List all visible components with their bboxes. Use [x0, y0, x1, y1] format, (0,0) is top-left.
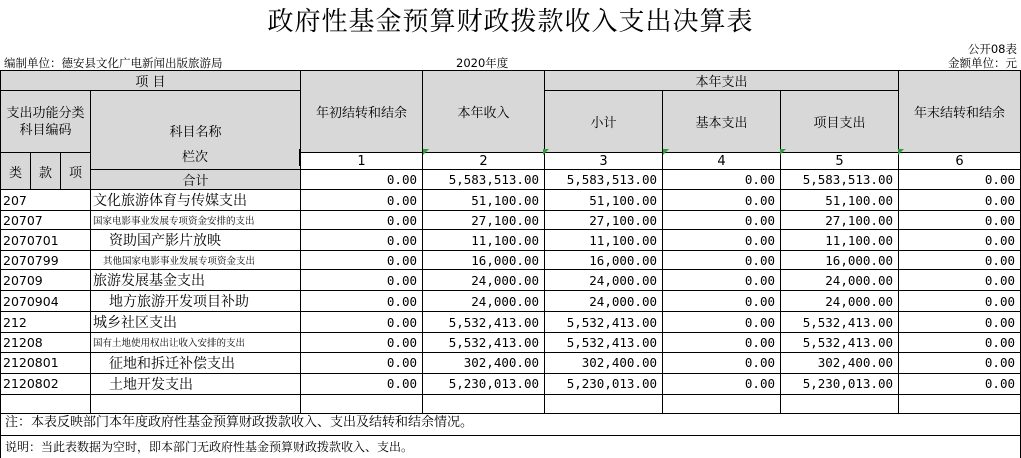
amount-cell: 302,400.00: [423, 352, 545, 373]
func-code-cell: 2120801: [1, 352, 91, 373]
subject-name-cell: 征地和拆迁补偿支出: [91, 352, 301, 373]
amount-cell: 0.00: [301, 230, 423, 251]
table-row: [1, 230, 1021, 251]
func-code-header: 支出功能分类科目编码: [1, 91, 91, 153]
amount-cell: 5,532,413.00: [423, 333, 545, 352]
amount-cell: 5,532,413.00: [781, 333, 899, 352]
table-row: [1, 312, 1021, 333]
amount-cell: 0.00: [663, 251, 781, 270]
amount-cell: 0.00: [663, 270, 781, 291]
subject-name-cell: 文化旅游体育与传媒支出: [91, 190, 301, 211]
amount-cell: 0.00: [301, 270, 423, 291]
col-num: 1: [301, 153, 423, 170]
amount-cell: 302,400.00: [781, 352, 899, 373]
table-row: [1, 291, 1021, 312]
subject-name-cell: 土地开发支出: [91, 373, 301, 394]
amount-cell: 0.00: [663, 211, 781, 230]
amount-cell: 5,230,013.00: [545, 373, 663, 394]
func-code-cell: 21208: [1, 333, 91, 352]
col-num: 6: [899, 153, 1021, 170]
amount-cell: 27,100.00: [781, 211, 899, 230]
subtotal-header: 小计: [545, 91, 663, 153]
subject-name-cell: 国有土地使用权出让收入安排的支出: [91, 333, 301, 352]
col-num: 3: [545, 153, 663, 170]
amount-cell: 16,000.00: [781, 251, 899, 270]
amount-cell: 24,000.00: [545, 270, 663, 291]
budget-table: [0, 70, 1021, 414]
func-code-cell: 2070799: [1, 251, 91, 270]
amount-cell: 51,100.00: [545, 190, 663, 211]
amount-cell: 5,532,413.00: [545, 312, 663, 333]
table-row: [1, 211, 1021, 230]
amount-cell: 0.00: [301, 312, 423, 333]
amount-cell: 0.00: [301, 251, 423, 270]
amount-cell: 0.00: [899, 211, 1021, 230]
end-balance-header: 年末结转和结余: [899, 71, 1021, 153]
amount-cell: 27,100.00: [545, 211, 663, 230]
subject-name-cell: 资助国产影片放映: [91, 230, 301, 251]
comment-indicator-icon: [780, 149, 786, 155]
amount-cell: 11,100.00: [781, 230, 899, 251]
amount-cell: 24,000.00: [423, 291, 545, 312]
compiling-unit: 编制单位：德安县文化广电新闻出版旅游局: [4, 56, 223, 70]
subject-name-cell: 其他国家电影事业发展专项资金支出: [91, 251, 301, 270]
xiang-header: 项: [61, 153, 91, 190]
subject-name-cell: 地方旅游开发项目补助: [91, 291, 301, 312]
amount-cell: 0.00: [301, 291, 423, 312]
form-number: 公开08表: [967, 42, 1017, 56]
amount-cell: 27,100.00: [423, 211, 545, 230]
table-row: [1, 373, 1021, 394]
amount-cell: 0.00: [899, 352, 1021, 373]
fiscal-year: 2020年度: [456, 56, 509, 70]
col-num: 4: [663, 153, 781, 170]
total-cell: 0.00: [663, 170, 781, 190]
amount-cell: 0.00: [663, 352, 781, 373]
table-row: [1, 190, 1021, 211]
subject-name-cell: 国家电影事业发展专项资金安排的支出: [91, 211, 301, 230]
total-cell: 5,583,513.00: [781, 170, 899, 190]
amount-cell: 24,000.00: [545, 291, 663, 312]
amount-cell: 0.00: [663, 230, 781, 251]
table-note: 注：本表反映部门本年度政府性基金预算财政拨款收入、支出及结转和结余情况。: [0, 410, 1021, 436]
amount-cell: 11,100.00: [423, 230, 545, 251]
currency-unit: 金额单位：元: [948, 56, 1017, 70]
amount-cell: 5,230,013.00: [781, 373, 899, 394]
func-code-cell: 2070701: [1, 230, 91, 251]
comment-indicator-icon: [543, 149, 549, 155]
subject-name-cell: 城乡社区支出: [91, 312, 301, 333]
begin-balance-header: 年初结转和结余: [301, 71, 423, 153]
total-cell: 5,583,513.00: [545, 170, 663, 190]
column-seq-label: 栏次: [90, 149, 300, 166]
total-cell: 0.00: [301, 170, 423, 190]
table-explanation: 说明：当此表数据为空时，即本部门无政府性基金预算财政拨款收入、支出。: [0, 436, 1021, 458]
func-code-cell: 20709: [1, 270, 91, 291]
income-header: 本年收入: [423, 71, 545, 153]
table-row: [1, 270, 1021, 291]
func-code-cell: 212: [1, 312, 91, 333]
total-cell: 0.00: [899, 170, 1021, 190]
table-row: [1, 251, 1021, 270]
amount-cell: 5,230,013.00: [423, 373, 545, 394]
comment-indicator-icon: [663, 149, 669, 155]
amount-cell: 16,000.00: [423, 251, 545, 270]
amount-cell: 5,532,413.00: [781, 312, 899, 333]
func-code-cell: 2070904: [1, 291, 91, 312]
amount-cell: 16,000.00: [545, 251, 663, 270]
amount-cell: 0.00: [301, 373, 423, 394]
amount-cell: 11,100.00: [545, 230, 663, 251]
amount-cell: 0.00: [899, 270, 1021, 291]
amount-cell: 0.00: [301, 190, 423, 211]
amount-cell: 0.00: [301, 211, 423, 230]
amount-cell: 5,532,413.00: [423, 312, 545, 333]
amount-cell: 0.00: [899, 312, 1021, 333]
amount-cell: 24,000.00: [781, 270, 899, 291]
amount-cell: 0.00: [899, 230, 1021, 251]
amount-cell: 51,100.00: [423, 190, 545, 211]
table-row: [1, 352, 1021, 373]
amount-cell: 0.00: [663, 333, 781, 352]
amount-cell: 0.00: [301, 333, 423, 352]
lei-header: 类: [1, 153, 31, 190]
amount-cell: 0.00: [663, 312, 781, 333]
total-label: 合计: [91, 170, 301, 190]
amount-cell: 0.00: [899, 190, 1021, 211]
current-expense-header: 本年支出: [545, 71, 899, 91]
func-code-cell: 207: [1, 190, 91, 211]
amount-cell: 24,000.00: [423, 270, 545, 291]
amount-cell: 24,000.00: [781, 291, 899, 312]
amount-cell: 302,400.00: [545, 352, 663, 373]
comment-indicator-icon: [423, 149, 429, 155]
amount-cell: 0.00: [663, 291, 781, 312]
item-header: 项 目: [1, 71, 301, 91]
total-cell: 5,583,513.00: [423, 170, 545, 190]
amount-cell: 5,532,413.00: [545, 333, 663, 352]
table-row: [1, 333, 1021, 352]
col-num: 5: [781, 153, 899, 170]
amount-cell: 0.00: [899, 291, 1021, 312]
page-title: 政府性基金预算财政拨款收入支出决算表: [267, 7, 754, 37]
amount-cell: 0.00: [663, 190, 781, 211]
func-code-cell: 20707: [1, 211, 91, 230]
subject-name-cell: 旅游发展基金支出: [91, 270, 301, 291]
col-num: 2: [423, 153, 545, 170]
amount-cell: 0.00: [301, 352, 423, 373]
amount-cell: 51,100.00: [781, 190, 899, 211]
kuan-header: 款: [31, 153, 61, 190]
amount-cell: 0.00: [899, 373, 1021, 394]
project-expense-header: 项目支出: [781, 91, 899, 153]
func-code-cell: 2120802: [1, 373, 91, 394]
amount-cell: 0.00: [899, 251, 1021, 270]
amount-cell: 0.00: [663, 373, 781, 394]
amount-cell: 0.00: [899, 333, 1021, 352]
basic-expense-header: 基本支出: [663, 91, 781, 153]
subject-name-header: 科目名称: [91, 91, 301, 170]
comment-indicator-icon: [898, 149, 904, 155]
